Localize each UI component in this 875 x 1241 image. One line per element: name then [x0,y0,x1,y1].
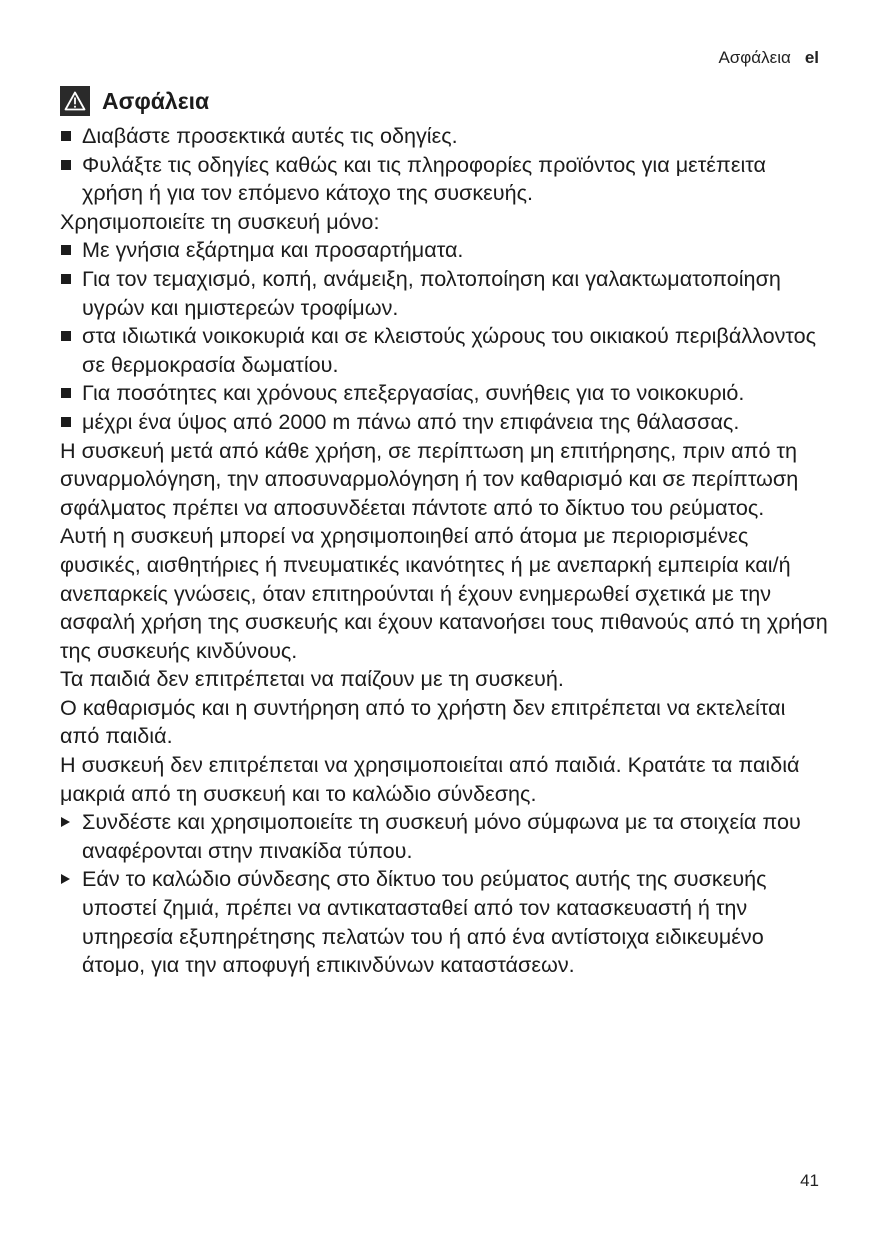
warning-triangle-icon [60,86,90,116]
running-header [718,48,819,68]
square-bullet-icon [61,160,71,170]
action-list [60,808,830,980]
list-item: μέχρι ένα ύψος από 2000 m πάνω από την επιφάνεια της θάλασσας. [60,408,830,437]
paragraph-children-use: Η συσκευή δεν επιτρέπεται να χρησιμοποιείται από παιδιά. Κρατάτε τα παιδιά μακριά από τη συσκευή και το καλώδιο σύνδεσης. [60,752,800,806]
square-bullet-icon [61,245,71,255]
paragraph-cleaning: Ο καθαρισμός και η συντήρηση από το χρήστη δεν επιτρέπεται να εκτελείται από παιδιά. [60,694,786,749]
paragraph-disconnect: Η συσκευή μετά από κάθε χρήση, σε περίπτωση μη επιτήρησης, πριν από τη συναρμολόγηση, την αποσυναρμολόγηση ή τον καθαρισμό και σε περίπτωση σφάλματος πρέπει να αποσυνδέεται πάντοτε από το δίκτυο του ρεύματος. [60,437,799,520]
list-item: Φυλάξτε τις οδηγίες καθώς και τις πληροφορίες προϊόντος για μετέπειτα χρήση ή για τον επόμενο κάτοχο της συσκευής. [60,151,830,208]
list-item: στα ιδιωτικά νοικοκυριά και σε κλειστούς χώρους του οικιακού περιβάλλοντος σε θερμοκρασία δωματίου. [60,322,830,379]
list-item: Εάν το καλώδιο σύνδεσης στο δίκτυο του ρεύματος αυτής της συσκευής υποστεί ζημιά, πρέπει να αντικατασταθεί από τον κατασκευαστή ή την υπηρεσία εξυπηρέτησης πελατών του ή από ένα αντίστοιχα ειδικευμένο άτομο, για την αποφυγή επικινδύνων καταστάσεων. [60,865,830,979]
header-language-code: el [804,48,819,67]
header-section-title: Ασφάλεια [718,48,791,67]
usage-intro: Χρησιμοποιείτε τη συσκευή μόνο: [60,208,380,234]
section-heading [60,84,830,118]
safety-section [60,84,830,980]
paragraph-persons: Αυτή η συσκευή μπορεί να χρησιμοποιηθεί από άτομα με περιορισμένες φυσικές, αισθητήριες ή πνευματικές ικανότητες ή με ανεπαρκή εμπειρία και/ή ανεπαρκείς γνώσεις, όταν επιτηρούνται ή έχουν ενημερωθεί σχετικά με την ασφαλή χρήση της συσκευής και έχουν κατανοήσει τους πιθανούς από τη χρήση της συσκευής κινδύνους. [60,523,828,663]
list-item: Συνδέστε και χρησιμοποιείτε τη συσκευή μόνο σύμφωνα με τα στοιχεία που αναφέρονται στην πινακίδα τύπου. [60,808,830,865]
square-bullet-icon [61,417,71,427]
usage-list [60,236,830,436]
square-bullet-icon [61,331,71,341]
section-title: Ασφάλεια [102,87,210,114]
square-bullet-icon [61,388,71,398]
triangle-arrow-icon [61,817,70,827]
list-item: Με γνήσια εξάρτημα και προσαρτήματα. [60,236,830,265]
square-bullet-icon [61,131,71,141]
list-item: Για ποσότητες και χρόνους επεξεργασίας, συνήθεις για το νοικοκυριό. [60,379,830,408]
intro-list [60,122,830,208]
page-number: 41 [800,1171,819,1190]
triangle-arrow-icon [61,874,70,884]
paragraph-children-play: Τα παιδιά δεν επιτρέπεται να παίζουν με τη συσκευή. [60,666,564,692]
list-item: Για τον τεμαχισμό, κοπή, ανάμειξη, πολτοποίηση και γαλακτωματοποίηση υγρών και ημιστερεών τροφίμων. [60,265,830,322]
list-item: Διαβάστε προσεκτικά αυτές τις οδηγίες. [60,122,830,151]
square-bullet-icon [61,274,71,284]
